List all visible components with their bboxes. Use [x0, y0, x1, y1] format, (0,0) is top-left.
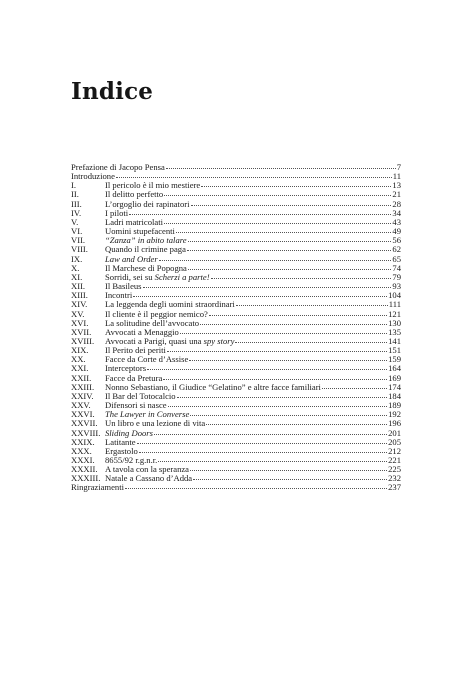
toc-entry-label: Ringraziamenti	[71, 482, 124, 493]
dot-leader	[163, 379, 387, 380]
chapter-number: XVIII.	[71, 335, 95, 346]
chapter-title: The Lawyer in Converse	[105, 409, 190, 420]
toc-entry-page: 7	[396, 162, 401, 172]
chapter-page: 104	[388, 290, 401, 301]
dot-leader	[236, 305, 388, 306]
toc-entry-ringraziamenti	[71, 483, 401, 492]
chapter-number: XX.	[71, 354, 86, 365]
chapter-page: 232	[388, 473, 401, 484]
dot-leader	[129, 214, 391, 215]
dot-leader	[167, 351, 387, 352]
chapter-number: XI.	[71, 271, 83, 282]
chapter-page: 13	[392, 180, 401, 191]
chapter-title: A tavola con la speranza	[105, 464, 189, 475]
dot-leader	[139, 452, 387, 453]
dot-leader	[154, 434, 387, 435]
chapter-number: XXIII.	[71, 381, 95, 392]
chapter-title: Sorridi, sei su Scherzi a parte!	[105, 271, 210, 282]
dot-leader	[177, 397, 388, 398]
chapter-number: X.	[71, 262, 80, 273]
dot-leader	[187, 250, 392, 251]
chapter-page: 174	[388, 381, 401, 392]
page-title: Indice	[71, 78, 154, 105]
chapter-title: 8655/92 r.g.n.r.	[105, 455, 158, 465]
dot-leader	[166, 168, 396, 169]
toc-entry-page: 237	[388, 482, 401, 493]
chapter-page: 130	[388, 317, 401, 328]
chapter-page: 49	[392, 226, 401, 237]
dot-leader	[188, 269, 392, 270]
chapter-page: 141	[388, 335, 401, 346]
chapter-title: Il Perito dei periti	[105, 345, 166, 356]
chapter-title: “Zanza” in abito talare	[105, 235, 187, 246]
chapter-title: Ladri matricolati	[105, 216, 163, 227]
chapter-page: 135	[388, 326, 401, 337]
chapter-number: XXI.	[71, 363, 89, 374]
chapter-page: 65	[392, 253, 401, 264]
chapter-number: III.	[71, 198, 82, 209]
dot-leader	[200, 324, 387, 325]
chapter-title: Il Basileus	[105, 281, 142, 292]
chapter-page: 21	[392, 189, 401, 200]
chapter-title: I piloti	[105, 207, 129, 218]
chapter-title: Un libro e una lezione di vita	[105, 418, 206, 429]
chapter-number: XIII.	[71, 290, 88, 301]
dot-leader	[180, 333, 387, 334]
dot-leader	[143, 287, 392, 288]
dot-leader	[211, 278, 392, 279]
chapter-number: XXII.	[71, 372, 92, 383]
chapter-number: II.	[71, 189, 79, 200]
dot-leader	[322, 388, 387, 389]
chapter-title: L’orgoglio dei rapinatori	[105, 198, 190, 209]
dot-leader	[158, 461, 387, 462]
chapter-page: 169	[388, 372, 401, 383]
dot-leader	[159, 260, 392, 261]
chapter-page: 111	[388, 299, 401, 310]
chapter-number: XXXII.	[71, 464, 98, 475]
chapter-title: Il Marchese di Popogna	[105, 262, 187, 273]
chapter-page: 62	[392, 244, 401, 255]
dot-leader	[209, 315, 387, 316]
chapter-page: 164	[388, 363, 401, 374]
chapter-number: VI.	[71, 226, 83, 237]
chapter-number: XXVII.	[71, 418, 98, 429]
chapter-title: Nonno Sebastiano, il Giudice “Gelatino” e altre facce familiari	[105, 381, 321, 392]
dot-leader	[116, 177, 392, 178]
toc-entry-label: Prefazione di Jacopo Pensa	[71, 162, 165, 172]
chapter-title: La leggenda degli uomini straordinari	[105, 299, 235, 310]
dot-leader	[190, 470, 387, 471]
chapter-title: Difensori si nasce	[105, 400, 167, 411]
chapter-page: 74	[392, 262, 401, 273]
chapter-title: Il cliente è il peggior nemico?	[105, 308, 208, 319]
chapter-title: Facce da Pretura	[105, 372, 163, 383]
chapter-number: XII.	[71, 281, 86, 292]
chapter-page: 192	[388, 409, 401, 420]
toc-entry-prefazione	[71, 163, 401, 172]
chapter-page: 212	[388, 445, 401, 456]
chapter-number: XXIX.	[71, 436, 95, 447]
chapter-title: Law and Order	[105, 253, 158, 264]
chapter-title: Il delitto perfetto	[105, 189, 164, 200]
chapter-page: 93	[392, 281, 401, 292]
italic-title: spy story	[203, 335, 235, 346]
chapter-number: XXVI.	[71, 409, 95, 420]
chapter-page: 79	[392, 271, 401, 282]
dot-leader	[188, 241, 392, 242]
chapter-page: 201	[388, 427, 401, 438]
chapter-title: Natale a Cassano d’Adda	[105, 473, 193, 484]
toc-entry-label: Introduzione	[71, 171, 115, 182]
chapter-page: 28	[392, 198, 401, 209]
dot-leader	[137, 443, 388, 444]
chapter-page: 225	[388, 464, 401, 475]
chapter-page: 196	[388, 418, 401, 429]
chapter-page: 151	[388, 345, 401, 356]
toc-entry-page: 11	[392, 171, 401, 182]
chapter-page: 159	[388, 354, 401, 365]
dot-leader	[168, 406, 388, 407]
chapter-number: XVI.	[71, 317, 89, 328]
dot-leader	[125, 488, 387, 489]
chapter-number: XXV.	[71, 400, 91, 411]
chapter-page: 121	[388, 308, 401, 319]
chapter-title: Avvocati a Menaggio	[105, 326, 179, 337]
chapter-page: 184	[388, 390, 401, 401]
dot-leader	[206, 424, 387, 425]
dot-leader	[164, 223, 391, 224]
chapter-title: Incontri	[105, 290, 133, 301]
chapter-title: Il Bar del Totocalcio	[105, 390, 176, 401]
chapter-page: 34	[392, 207, 401, 218]
dot-leader	[201, 186, 391, 187]
chapter-title: Uomini stupefacenti	[105, 226, 175, 237]
chapter-title: Sliding Doors	[105, 427, 153, 438]
chapter-page: 205	[388, 436, 401, 447]
chapter-number: XXXI.	[71, 455, 95, 465]
dot-leader	[193, 479, 387, 480]
dot-leader	[235, 342, 387, 343]
chapter-title: La solitudine dell’avvocato	[105, 317, 200, 328]
table-of-contents	[71, 163, 401, 493]
chapter-title: Facce da Corte d’Assise	[105, 354, 189, 365]
dot-leader	[189, 360, 387, 361]
dot-leader	[190, 415, 387, 416]
dot-leader	[176, 232, 391, 233]
chapter-page: 221	[388, 455, 401, 465]
chapter-page: 56	[392, 235, 401, 246]
chapter-number: V.	[71, 216, 79, 227]
chapter-number: XXXIII.	[71, 473, 101, 484]
chapter-number: XIV.	[71, 299, 88, 310]
dot-leader	[191, 205, 392, 206]
chapter-number: VII.	[71, 235, 86, 246]
chapter-page: 43	[392, 216, 401, 227]
italic-title: Scherzi a parte!	[154, 271, 210, 282]
chapter-number: XV.	[71, 308, 85, 319]
chapter-number: IX.	[71, 253, 83, 264]
chapter-number: I.	[71, 180, 77, 191]
dot-leader	[164, 195, 391, 196]
chapter-number: XVII.	[71, 326, 92, 337]
chapter-title: Interceptors	[105, 363, 147, 374]
dot-leader	[133, 296, 387, 297]
chapter-number: XXVIII.	[71, 427, 101, 438]
chapter-page: 189	[388, 400, 401, 411]
chapter-number: VIII.	[71, 244, 88, 255]
chapter-title: Latitante	[105, 436, 136, 447]
chapter-number: XXIV.	[71, 390, 94, 401]
chapter-title: Ergastolo	[105, 445, 138, 456]
chapter-title: Quando il crimine paga	[105, 244, 186, 255]
chapter-number: XIX.	[71, 345, 89, 356]
chapter-number: IV.	[71, 207, 82, 218]
dot-leader	[147, 369, 387, 370]
chapter-title: Avvocati a Parigi, quasi una spy story	[105, 335, 235, 346]
chapter-title: Il pericolo è il mio mestiere	[105, 180, 201, 191]
chapter-number: XXX.	[71, 445, 92, 456]
